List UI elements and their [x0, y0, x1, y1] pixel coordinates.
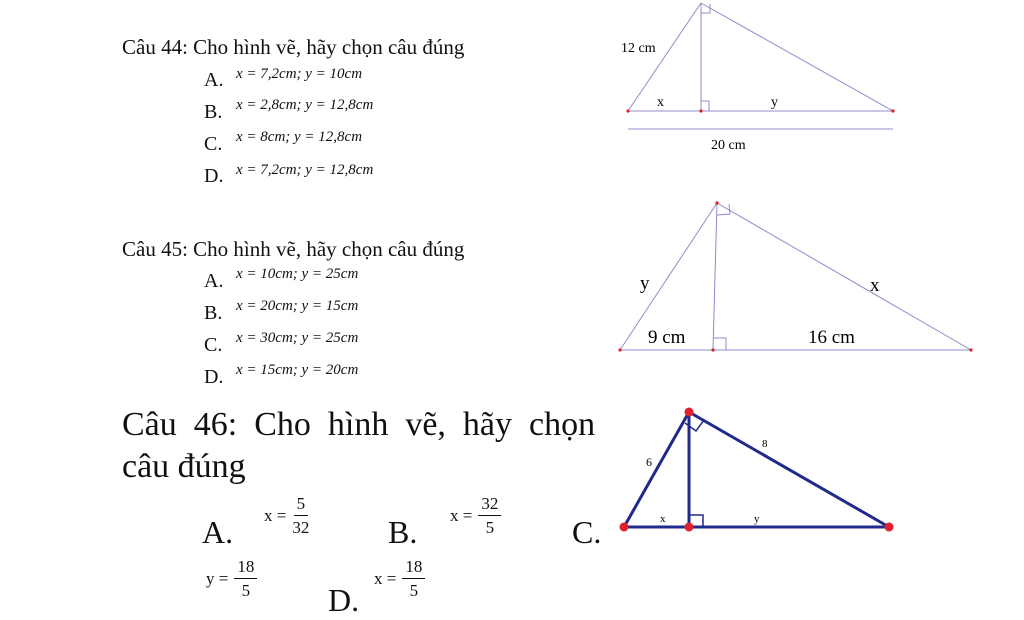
q46-left-side-label: 6	[646, 455, 652, 469]
q45-right-seg-label: 16 cm	[808, 327, 855, 348]
q46-option-b-num: 32	[478, 494, 501, 516]
q46-option-d-math	[374, 557, 425, 601]
q44-base-label: 20 cm	[711, 138, 746, 153]
q46-option-d-num: 18	[402, 557, 425, 579]
q46-option-d-den: 5	[409, 581, 419, 600]
q46-option-a-var: x =	[264, 506, 287, 525]
q46-option-b-den: 5	[485, 518, 495, 537]
q46-option-b-math	[450, 494, 501, 538]
q44-option-c-text: x = 8cm; y = 12,8cm	[236, 129, 363, 145]
q44-y-label: y	[771, 95, 778, 110]
q44-option-c-letter: C.	[204, 133, 223, 155]
q45-right-angle-foot	[713, 338, 726, 350]
q44-option-a-text: x = 7,2cm; y = 10cm	[236, 66, 363, 82]
q46-option-a-letter: A.	[202, 514, 234, 550]
q45-option-b-letter: B.	[204, 302, 223, 324]
q44-side-label: 12 cm	[621, 41, 656, 56]
q46-option-c-var: y =	[206, 569, 229, 588]
q44-option-a-letter: A.	[204, 69, 224, 91]
q46-right-side-label: 8	[762, 438, 768, 450]
q46-option-c-num: 18	[234, 557, 257, 579]
q46-figure	[610, 400, 905, 540]
q46-option-a-num: 5	[294, 494, 309, 516]
q46-title-line2: câu đúng	[122, 448, 246, 485]
q45-option-a-letter: A.	[204, 270, 224, 292]
q45-option-c-letter: C.	[204, 334, 223, 356]
q44-right-side	[701, 3, 893, 111]
q46-option-c-letter: C.	[572, 514, 602, 550]
q44-option-b-letter: B.	[204, 101, 223, 123]
q46-option-c-den: 5	[241, 581, 251, 600]
q45-y-label: y	[640, 273, 650, 294]
q46-option-c-fraction	[234, 557, 257, 601]
q44-x-label: x	[657, 95, 664, 110]
q46-title-line1: Câu 46: Cho hình vẽ, hãy chọn	[122, 406, 596, 443]
q44-option-b-text: x = 2,8cm; y = 12,8cm	[236, 97, 374, 113]
q44-option-d-text: x = 7,2cm; y = 12,8cm	[236, 162, 374, 178]
q45-option-a-text: x = 10cm; y = 25cm	[236, 266, 359, 282]
q46-left-side	[624, 412, 689, 527]
q46-option-a-den: 32	[292, 518, 310, 537]
q45-option-b-text: x = 20cm; y = 15cm	[236, 298, 359, 314]
q45-left-seg-label: 9 cm	[648, 327, 686, 348]
q46-option-b-var: x =	[450, 506, 473, 525]
q45-option-d-text: x = 15cm; y = 20cm	[236, 362, 359, 378]
q44-right-angle-foot	[701, 101, 709, 111]
q46-option-d-fraction	[402, 557, 425, 601]
q46-option-d-var: x =	[374, 569, 397, 588]
q45-figure	[600, 195, 990, 365]
q46-option-a-math	[264, 494, 309, 538]
q45-x-label: x	[870, 275, 880, 296]
q45-title: Câu 45: Cho hình vẽ, hãy chọn câu đúng	[122, 237, 465, 261]
q46-option-b-letter: B.	[388, 514, 418, 550]
q45-altitude	[713, 203, 717, 350]
q44-figure	[600, 0, 910, 165]
q46-option-d-letter: D.	[328, 582, 360, 618]
q46-x-label: x	[660, 513, 666, 525]
q46-option-b-fraction	[478, 494, 501, 538]
q46-right-side	[689, 412, 889, 527]
q45-option-d-letter: D.	[204, 366, 224, 388]
q45-option-c-text: x = 30cm; y = 25cm	[236, 330, 359, 346]
q44-left-side	[628, 3, 701, 111]
q46-option-a-fraction	[292, 494, 309, 538]
q46-option-c-math	[206, 557, 257, 601]
q44-title: Câu 44: Cho hình vẽ, hãy chọn câu đúng	[122, 35, 465, 59]
q44-option-d-letter: D.	[204, 165, 224, 187]
q46-y-label: y	[754, 513, 760, 525]
